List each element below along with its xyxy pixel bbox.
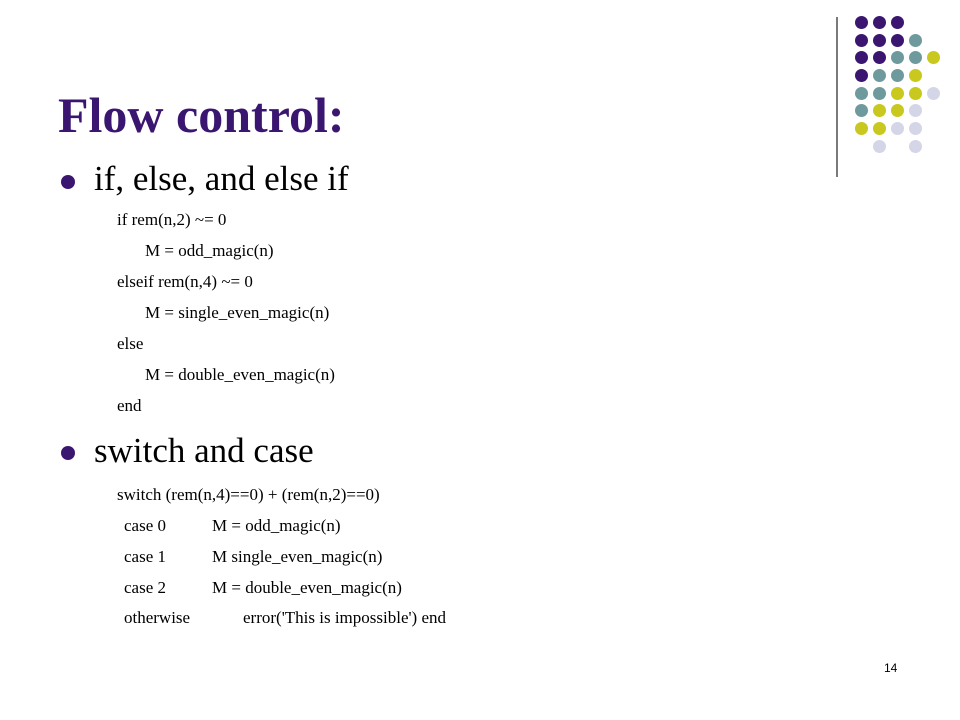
decorative-dot [873,69,886,82]
case-label: case 1 [124,547,167,566]
section-heading-if-else: if, else, and else if [94,159,349,198]
decorative-dot [891,87,904,100]
case-label: case 0 [124,516,167,535]
decorative-dot [855,34,868,47]
decorative-dot [909,104,922,117]
decorative-dot [891,122,904,135]
decorative-dot [873,122,886,135]
decorative-dot [891,104,904,117]
decorative-dot [873,16,886,29]
decorative-dot [855,51,868,64]
decorative-dot [909,87,922,100]
code-line: elseif rem(n,4) ~= 0 [117,272,253,291]
decorative-dot [891,69,904,82]
code-line: end [117,396,142,415]
code-line: switch (rem(n,4)==0) + (rem(n,2)==0) [117,485,380,504]
code-line: if rem(n,2) ~= 0 [117,210,227,229]
code-line: M = single_even_magic(n) [145,303,330,322]
case-label: otherwise [124,608,191,627]
page-number: 14 [884,661,898,675]
bullet-icon [61,446,75,460]
decorative-dot [927,51,940,64]
code-line: M = odd_magic(n) [145,241,274,260]
decorative-dot [873,140,886,153]
case-body: M = double_even_magic(n) [212,578,402,597]
slide-title: Flow control: [58,87,345,143]
divider-line [836,17,838,177]
code-line: M = double_even_magic(n) [145,365,335,384]
case-body: M single_even_magic(n) [212,547,383,566]
decorative-dot [855,87,868,100]
case-body: error('This is impossible') end [243,608,447,627]
decorative-dot [873,51,886,64]
decorative-dot [909,122,922,135]
decorative-dot [909,51,922,64]
decorative-dot [855,16,868,29]
decorative-dot [909,69,922,82]
case-label: case 2 [124,578,167,597]
code-line: else [117,334,144,353]
decorative-dot [873,34,886,47]
decorative-dot [873,87,886,100]
decorative-dot [909,34,922,47]
case-body: M = odd_magic(n) [212,516,341,535]
section-heading-switch-case: switch and case [94,431,314,470]
bullet-icon [61,175,75,189]
decorative-dot [927,87,940,100]
decorative-dot [873,104,886,117]
decorative-dot [855,122,868,135]
decorative-dot [855,104,868,117]
decorative-dot [891,16,904,29]
decorative-dot [909,140,922,153]
decorative-dot [855,69,868,82]
decorative-dot [891,51,904,64]
decorative-dot [891,34,904,47]
